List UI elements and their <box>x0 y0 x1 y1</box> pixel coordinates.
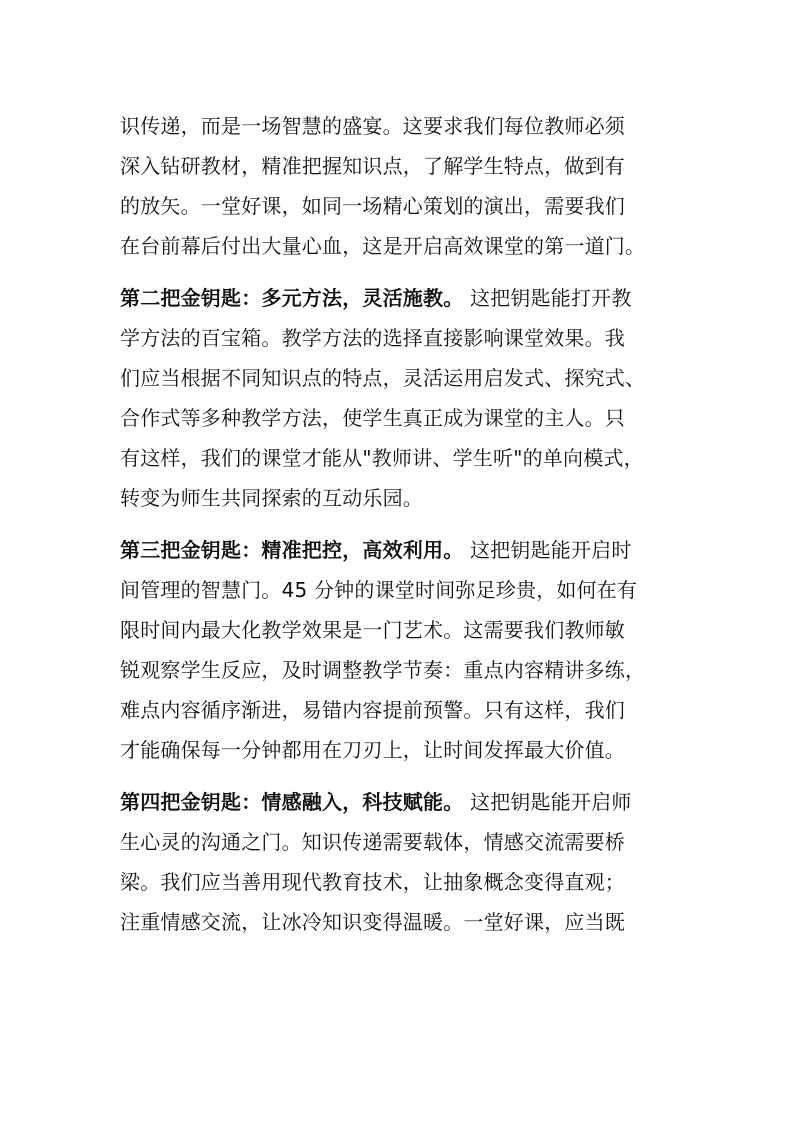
text-line <box>120 106 680 146</box>
text-line <box>120 730 680 770</box>
text-line <box>120 146 680 186</box>
line-text: 这把钥匙能开启时 <box>463 538 632 562</box>
text-line <box>120 530 680 570</box>
line-text: 的放矢。一堂好课，如同一场精心策划的演出，需要我们 <box>120 194 625 218</box>
paragraph-3 <box>120 530 680 770</box>
text-line <box>120 478 680 518</box>
line-text: 这把钥匙能打开教 <box>463 286 632 310</box>
text-line <box>120 650 680 690</box>
line-text: 限时间内最大化教学效果是一门艺术。这需要我们教师敏 <box>120 618 625 642</box>
text-line <box>120 398 680 438</box>
paragraph-2 <box>120 278 680 518</box>
line-text: 间管理的智慧门。45 分钟的课堂时间弥足珍贵，如何在有 <box>120 578 638 602</box>
line-text: 转变为师生共同探索的互动乐园。 <box>120 486 423 510</box>
line-text: 在台前幕后付出大量心血，这是开启高效课堂的第一道门。 <box>120 234 646 258</box>
text-line <box>120 782 680 822</box>
line-text: 们应当根据不同知识点的特点，灵活运用启发式、探究式、 <box>120 366 646 390</box>
line-text: 注重情感交流，让冰冷知识变得温暖。一堂好课，应当既 <box>120 910 625 934</box>
text-line <box>120 570 680 610</box>
text-line <box>120 902 680 942</box>
line-text: 学方法的百宝箱。教学方法的选择直接影响课堂效果。我 <box>120 326 625 350</box>
line-text: 梁。我们应当善用现代教育技术，让抽象概念变得直观； <box>120 870 625 894</box>
text-line <box>120 186 680 226</box>
line-text: 深入钻研教材，精准把握知识点，了解学生特点，做到有 <box>120 154 625 178</box>
line-text: 锐观察学生反应，及时调整教学节奏：重点内容精讲多练， <box>120 658 646 682</box>
section-heading: 第三把金钥匙：精准把控，高效利用。 <box>120 538 464 562</box>
line-text: 难点内容循序渐进，易错内容提前预警。只有这样，我们 <box>120 698 625 722</box>
line-text: 这把钥匙能开启师 <box>463 790 632 814</box>
text-line <box>120 610 680 650</box>
line-text: 才能确保每一分钟都用在刀刃上，让时间发挥最大价值。 <box>120 738 625 762</box>
line-text: 生心灵的沟通之门。知识传递需要载体，情感交流需要桥 <box>120 830 625 854</box>
text-line <box>120 358 680 398</box>
paragraph-4 <box>120 782 680 942</box>
document-body <box>120 106 680 954</box>
text-line <box>120 438 680 478</box>
section-heading: 第四把金钥匙：情感融入，科技赋能。 <box>120 790 464 814</box>
text-line <box>120 278 680 318</box>
line-text: 有这样，我们的课堂才能从"教师讲、学生听"的单向模式， <box>120 446 644 470</box>
section-heading: 第二把金钥匙：多元方法，灵活施教。 <box>120 286 464 310</box>
text-line <box>120 318 680 358</box>
text-line <box>120 226 680 266</box>
text-line <box>120 822 680 862</box>
text-line <box>120 862 680 902</box>
line-text: 合作式等多种教学方法，使学生真正成为课堂的主人。只 <box>120 406 625 430</box>
text-line <box>120 690 680 730</box>
paragraph-1 <box>120 106 680 266</box>
line-text: 识传递，而是一场智慧的盛宴。这要求我们每位教师必须 <box>120 114 625 138</box>
